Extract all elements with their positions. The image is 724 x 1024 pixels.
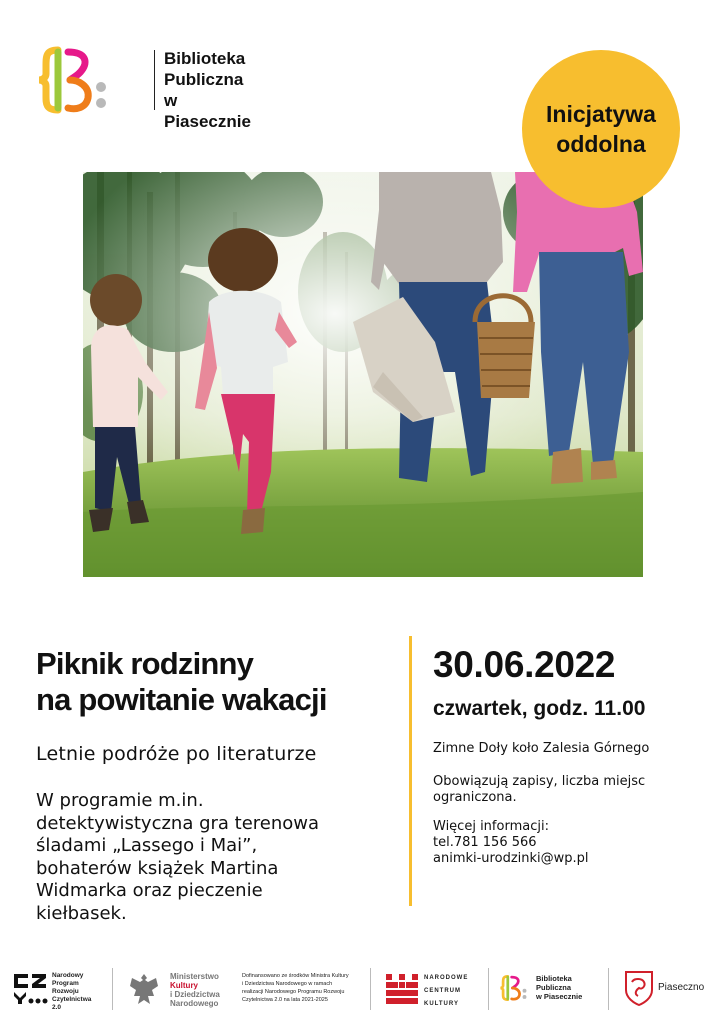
- badge-line: oddolna: [556, 131, 646, 157]
- ministry-line: Ministerstwo: [170, 972, 219, 981]
- nprc-line: 2.0: [52, 1004, 62, 1011]
- program-line: W programie m.in.: [36, 790, 204, 811]
- nck-line: KULTURY: [424, 1001, 459, 1007]
- contact-phone[interactable]: tel.781 156 566: [433, 835, 537, 850]
- logo-divider: [154, 50, 155, 110]
- registration-note: [433, 774, 693, 806]
- library-small-line: w Piasecznie: [536, 992, 583, 1001]
- library-name-line: Biblioteka: [164, 49, 246, 68]
- library-name-line: w Piasecznie: [164, 91, 251, 131]
- hero-photo: [83, 172, 643, 577]
- footer-divider: [370, 968, 371, 1010]
- event-location: Zimne Doły koło Zalesia Górnego: [433, 741, 650, 756]
- library-small-logo-icon: [500, 974, 528, 1002]
- badge-line: Inicjatywa: [546, 101, 656, 127]
- nprc-logo-icon: [12, 970, 48, 1006]
- eagle-emblem-icon: [128, 972, 160, 1006]
- event-day-time: czwartek, godz. 11.00: [433, 697, 646, 720]
- library-small-name: [536, 974, 582, 1001]
- program-line: śladami „Lassego i Mai”,: [36, 835, 258, 856]
- registration-line: ograniczona.: [433, 790, 517, 805]
- funding-line: i Dziedzictwa Narodowego w ramach: [242, 981, 333, 987]
- library-logo: [38, 44, 268, 131]
- event-title-line: Piknik rodzinny: [36, 646, 254, 681]
- footer-divider: [112, 968, 113, 1010]
- nprc-line: Program: [52, 980, 79, 987]
- event-title: [36, 646, 406, 718]
- nck-line: CENTRUM: [424, 988, 461, 994]
- grassroots-initiative-badge: [522, 50, 680, 208]
- event-program: [36, 790, 376, 925]
- nprc-line: Narodowy: [52, 972, 84, 979]
- program-line: detektywistyczna gra terenowa: [36, 812, 320, 834]
- library-small-line: Biblioteka: [536, 974, 572, 983]
- ministry-name: [170, 972, 220, 1008]
- library-logo-mark-icon: [38, 46, 110, 114]
- event-subtitle: Letnie podróże po literaturze: [36, 743, 317, 765]
- funding-line: Dofinansowano ze środków Ministra Kultury: [242, 973, 349, 979]
- nck-line: NARODOWE: [424, 975, 469, 981]
- library-name: [164, 48, 268, 132]
- more-info-label: Więcej informacji:: [433, 819, 549, 834]
- program-line: Widmarka oraz pieczenie: [36, 880, 263, 901]
- nck-logo-icon: [386, 974, 418, 1004]
- nprc-name: [52, 972, 91, 1012]
- nprc-line: Czytelnictwa: [52, 996, 92, 1003]
- family-picnic-photo: [83, 172, 643, 577]
- program-line: bohaterów książek Martina: [36, 857, 279, 879]
- program-line: kiełbasek.: [36, 902, 127, 924]
- funding-line: realizacji Narodowego Programu Rozwoju: [242, 989, 345, 995]
- sponsors-footer: [0, 960, 724, 1016]
- ministry-line: i Dziedzictwa: [170, 990, 220, 999]
- city-name: Piaseczno: [658, 982, 705, 993]
- library-small-line: Publiczna: [536, 983, 572, 992]
- nck-name: [424, 972, 468, 1011]
- footer-divider: [488, 968, 489, 1010]
- piaseczno-crest-icon: [624, 970, 654, 1006]
- footer-divider: [608, 968, 609, 1010]
- ministry-line: Kultury: [170, 981, 198, 990]
- column-divider: [409, 636, 412, 906]
- library-name-line: Publiczna: [164, 70, 244, 89]
- contact-info: [433, 819, 589, 867]
- registration-line: Obowiązują zapisy, liczba miejsc: [433, 774, 646, 789]
- ministry-line: Narodowego: [170, 999, 219, 1008]
- nprc-line: Rozwoju: [52, 988, 79, 995]
- event-date: 30.06.2022: [433, 644, 616, 685]
- event-title-line: na powitanie wakacji: [36, 682, 327, 717]
- contact-email[interactable]: animki-urodzinki@wp.pl: [433, 851, 589, 866]
- funding-line: Czytelnictwa 2.0 na lata 2021-2025: [242, 997, 328, 1003]
- funding-note: [242, 972, 349, 1004]
